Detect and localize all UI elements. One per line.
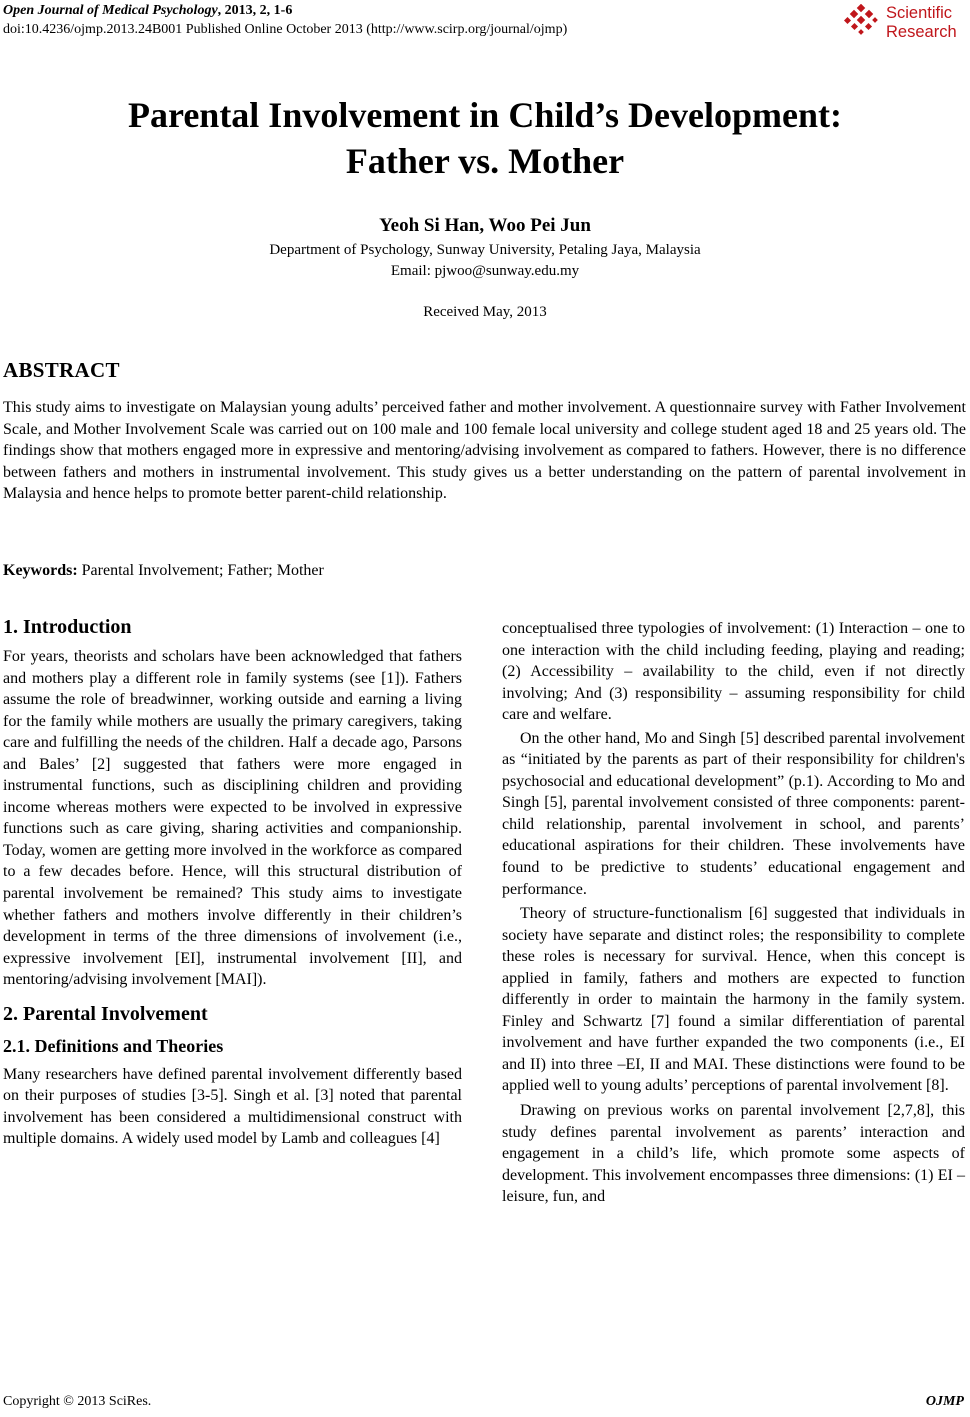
subsection-heading-definitions: 2.1. Definitions and Theories xyxy=(3,1035,224,1056)
right-paragraph-2: On the other hand, Mo and Singh [5] described parental involvement as “initiated by the parents as part of their responsibility for children's psychosocial and educational development” (p.1). According to Mo and Singh [5], parental involvement consisted of three components: parent-child relationship, parental involvement in school, and parents’ educational aspirations for their children. These involvements have found to be predictive to students’ educational engagement and performance. xyxy=(502,729,965,898)
title-line-1: Parental Involvement in Child’s Development: xyxy=(128,95,842,135)
email: Email: pjwoo@sunway.edu.my xyxy=(390,263,580,279)
authors: Yeoh Si Han, Woo Pei Jun xyxy=(379,215,591,236)
affiliation: Department of Psychology, Sunway University, Petaling Jaya, Malaysia xyxy=(269,242,701,258)
keywords-label: Keywords: xyxy=(3,562,78,579)
right-column xyxy=(502,618,965,1208)
publisher-name-line1: Scientific xyxy=(886,4,953,22)
footer-journal-abbr: OJMP xyxy=(925,1394,964,1409)
journal-name: Open Journal of Medical Psychology xyxy=(3,3,218,18)
section-heading-introduction: 1. Introduction xyxy=(3,616,132,638)
intro-paragraph: For years, theorists and scholars have been acknowledged that fathers and mothers play a different role in family systems (see [1]). Fathers assume the role of breadwinner, working outside and earning a living for the family while mothers are usually the primary caregivers, taking care and fulfilling the needs of the children. Half a decade ago, Parsons and Bales’ [2] suggested that fathers were more engaged in instrumental functions, such as disciplining children and providing income whereas mothers were expected to be involved in expressive functions such as care giving, sharing activities and companionship. Today, women are getting more involved in the workforce as compared to a few decades before. Hence, will this structural distribution of parental involvement be remained? This study aims to investigate whether fathers and mothers involve differently in their children’s development in terms of the three dimensions of involvement (i.e., expressive involvement [EI], instrumental involvement [II], and mentoring/advising involvement [MAI]). xyxy=(3,648,462,989)
footer-copyright: Copyright © 2013 SciRes. xyxy=(3,1394,152,1409)
section-heading-parental-involvement: 2. Parental Involvement xyxy=(3,1002,208,1025)
publisher-logo-icon xyxy=(844,4,884,44)
journal-citation xyxy=(3,2,292,20)
keywords xyxy=(3,560,324,581)
abstract-text: This study aims to investigate on Malaysian young adults’ perceived father and mother involvement. A questionnaire survey with Father Involvement Scale, and Mother Involvement Scale was carried out on 100 male and 100 female local university and college student aged 18 and 25 years old. The findings show that mothers engaged more in expressive and mentoring/advising involvement as compared to fathers. However, there is no difference between fathers and mothers in instrumental involvement. This study gives us a better understanding on the pattern of parental involvement in Malaysia and hence helps to promote better parent-child relationship. xyxy=(3,399,966,502)
title-line-2: Father vs. Mother xyxy=(345,141,625,181)
publisher-name-line2: Research xyxy=(886,23,957,41)
abstract-heading: ABSTRACT xyxy=(3,358,120,382)
keywords-text: Parental Involvement; Father; Mother xyxy=(77,562,324,579)
right-paragraph-3: Theory of structure-functionalism [6] suggested that individuals in society have separate and distinct roles; the responsibility to complete these roles is necessary for survival. Hence, when this concept is applied in family, fathers and mothers are expected to function differently in order to maintain the harmony in the family system. Finley and Schwartz [7] found a similar differentiation of parental involvement and have further expanded the two components (i.e., EI and II) into three –EI, II and MAI. These distinctions were found to be applied well to young adults’ perceptions of parental involvement [8]. xyxy=(502,905,965,1095)
paper-title xyxy=(0,92,970,184)
right-paragraph-4: Drawing on previous works on parental involvement [2,7,8], this study defines parental involvement as parents’ interaction and engagement in a child’s life, which promote some aspects of development. This involvement encompasses three dimensions: (1) EI – leisure, fun, and xyxy=(502,1102,965,1206)
definitions-paragraph: Many researchers have defined parental involvement differently based on their purposes of studies [3-5]. Singh et al. [3] noted that parental involvement has been considered a multidimensional construct with multiple domains. A widely used model by Lamb and colleagues [4] xyxy=(3,1065,462,1148)
right-paragraph-1: conceptualised three typologies of involvement: (1) Interaction – one to one interaction with the child including feeding, playing and reading; (2) Accessibility – availability to the child, even if not directly involving; And (3) responsibility – assuming responsibility for child care and welfare. xyxy=(502,620,965,724)
journal-issue: , 2013, 2, 1-6 xyxy=(217,3,293,18)
doi-line: doi:10.4236/ojmp.2013.24B001 Published Online October 2013 (http://www.scirp.org/journal/ojmp) xyxy=(3,22,568,37)
publisher-logo xyxy=(844,4,964,44)
left-column xyxy=(3,614,462,1150)
received-date: Received May, 2013 xyxy=(423,304,547,320)
